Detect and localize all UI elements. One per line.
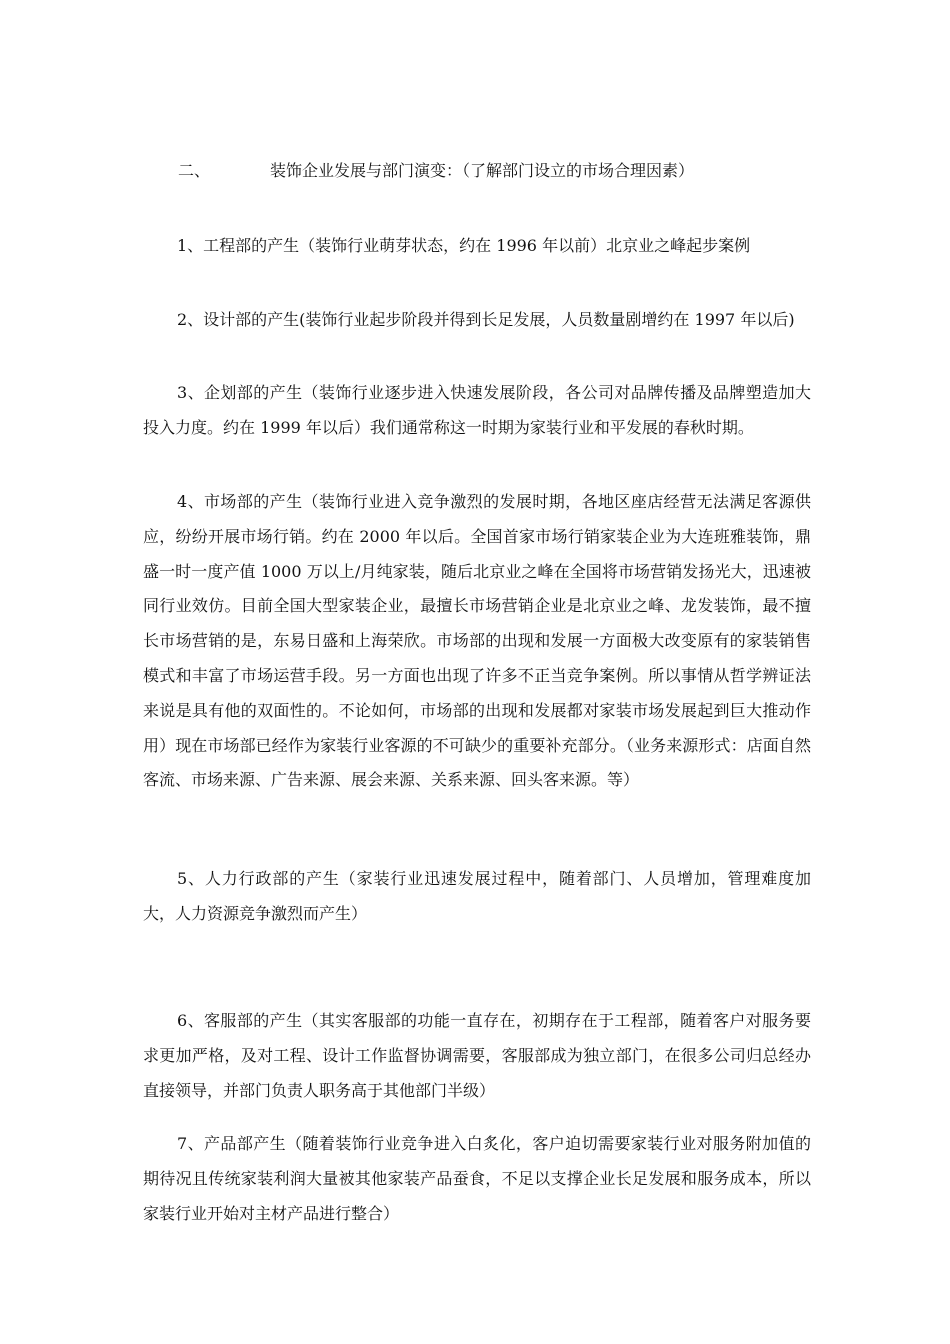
paragraph-marketing-dept: 4、市场部的产生（装饰行业进入竞争激烈的发展时期，各地区座店经营无法满足客源供应，纷纷开展市场行销。约在 2000 年以后。全国首家市场行销家装企业为大连班雅装饰，鼎盛一时一度产值 1000 万以上/月纯家装，随后北京业之峰在全国将市场营销发扬光大，迅速被同行业效仿。目前全国大型家装企业，最擅长市场营销企业是北京业之峰、龙发装饰，最不擅长市场营销的是，东易日盛和上海荣欣。市场部的出现和发展一方面极大改变原有的家装销售模式和丰富了市场运营手段。另一方面也出现了许多不正当竞争案例。所以事情从哲学辨证法来说是具有他的双面性的。不论如何，市场部的出现和发展都对家装市场发展起到巨大推动作用）现在市场部已经作为家装行业客源的不可缺少的重要补充部分。（业务来源形式：店面自然客流、市场来源、广告来源、展会来源、关系来源、回头客来源。等） — [143, 492, 811, 790]
paragraph-customer-service-dept: 6、客服部的产生（其实客服部的功能一直存在，初期存在于工程部，随着客户对服务要求更加严格，及对工程、设计工作监督协调需要，客服部成为独立部门，在很多公司归总经办直接领导，并部门负责人职务高于其他部门半级） — [143, 1011, 811, 1100]
section-number: 二、 — [178, 161, 211, 180]
paragraph-design-dept: 2、设计部的产生(装饰行业起步阶段并得到长足发展，人员数量剧增约在 1997 年以后) — [177, 310, 795, 329]
section-heading — [178, 160, 694, 182]
paragraph-product-dept: 7、产品部产生（随着装饰行业竞争进入白炙化，客户迫切需要家装行业对服务附加值的期待况且传统家装利润大量被其他家装产品蚕食，不足以支撑企业长足发展和服务成本，所以家装行业开始对主材产品进行整合） — [143, 1134, 811, 1223]
section-title: 装饰企业发展与部门演变：（了解部门设立的市场合理因素） — [270, 161, 695, 180]
paragraph-engineering-dept: 1、工程部的产生（装饰行业萌芽状态，约在 1996 年以前）北京业之峰起步案例 — [177, 236, 751, 255]
paragraph-planning-dept: 3、企划部的产生（装饰行业逐步进入快速发展阶段，各公司对品牌传播及品牌塑造加大投入力度。约在 1999 年以后）我们通常称这一时期为家装行业和平发展的春秋时期。 — [143, 383, 811, 437]
paragraph-hr-admin-dept: 5、人力行政部的产生（家装行业迅速发展过程中，随着部门、人员增加，管理难度加大，人力资源竞争激烈而产生） — [143, 869, 811, 923]
